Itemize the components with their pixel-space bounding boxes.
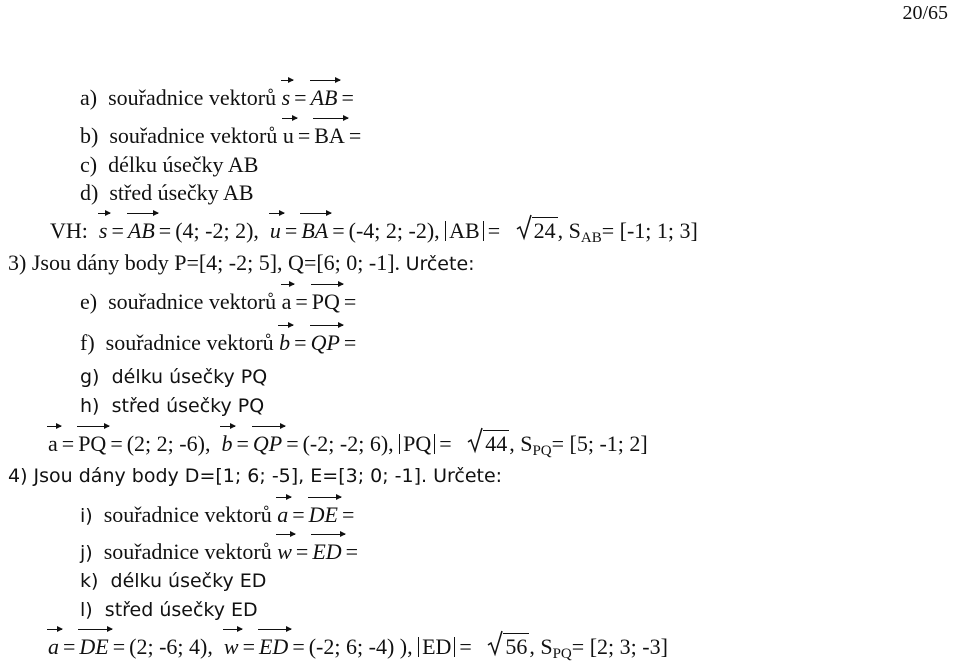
result-line-2: a = PQ = (2; 2; -6), b = QP = (-2; -2; 6), PQ = 44, $S_{PQ}= [5$; -1; 2] <box>48 430 648 464</box>
result-line-1: VH: s = AB = (4; -2; 2), u = BA = (-4; 2; -2), AB = 24, $S_{AB}= [-1$; 1; 3] <box>50 217 698 251</box>
square-root: 44 <box>467 430 509 457</box>
item-c: c) délku úsečky AB <box>80 152 259 177</box>
item-j: j) souřadnice vektorů w = ED = <box>80 539 359 564</box>
magnitude-pq: PQ <box>399 434 435 454</box>
magnitude-ab: AB <box>445 221 484 241</box>
result-line-3: a = DE = (2; -6; 4), w = ED = (-2; 6; -4) ), ED = 56, $S_{PQ}= [2$; 3; -3] <box>48 633 668 667</box>
item-g: g) délku úsečky PQ <box>80 366 268 388</box>
item-k: k) délku úsečky ED <box>80 570 267 592</box>
item-l: l) střed úsečky ED <box>80 599 258 621</box>
vector-ba: BA <box>314 123 345 148</box>
item-h: h) střed úsečky PQ <box>80 395 265 417</box>
magnitude-ed: ED <box>418 637 455 657</box>
item-e: e) souřadnice vektorů a = PQ = <box>80 289 357 314</box>
square-root: 56 <box>487 633 529 660</box>
page-number: 20/65 <box>902 2 948 24</box>
item-b: b) souřadnice vektorů u = BA = <box>80 123 362 148</box>
vector-ab: AB <box>310 85 338 110</box>
square-root: 24 <box>516 217 558 244</box>
item-f: f) souřadnice vektorů b = QP = <box>80 330 357 355</box>
vector-u: u <box>282 123 294 148</box>
task-4-heading: 4) Jsou dány body D=[1; 6; -5], E=[3; 0; -1]. Určete: <box>8 465 503 487</box>
item-a: a) souřadnice vektorů s = AB = <box>80 85 354 110</box>
item-i: i) souřadnice vektorů a = DE = <box>80 502 355 527</box>
vector-s: s <box>281 85 291 110</box>
item-d: d) střed úsečky AB <box>80 180 254 205</box>
task-3-heading: 3) Jsou dány body P=[4; -2; 5], Q=[6; 0; -1]. Určete: <box>8 250 475 275</box>
